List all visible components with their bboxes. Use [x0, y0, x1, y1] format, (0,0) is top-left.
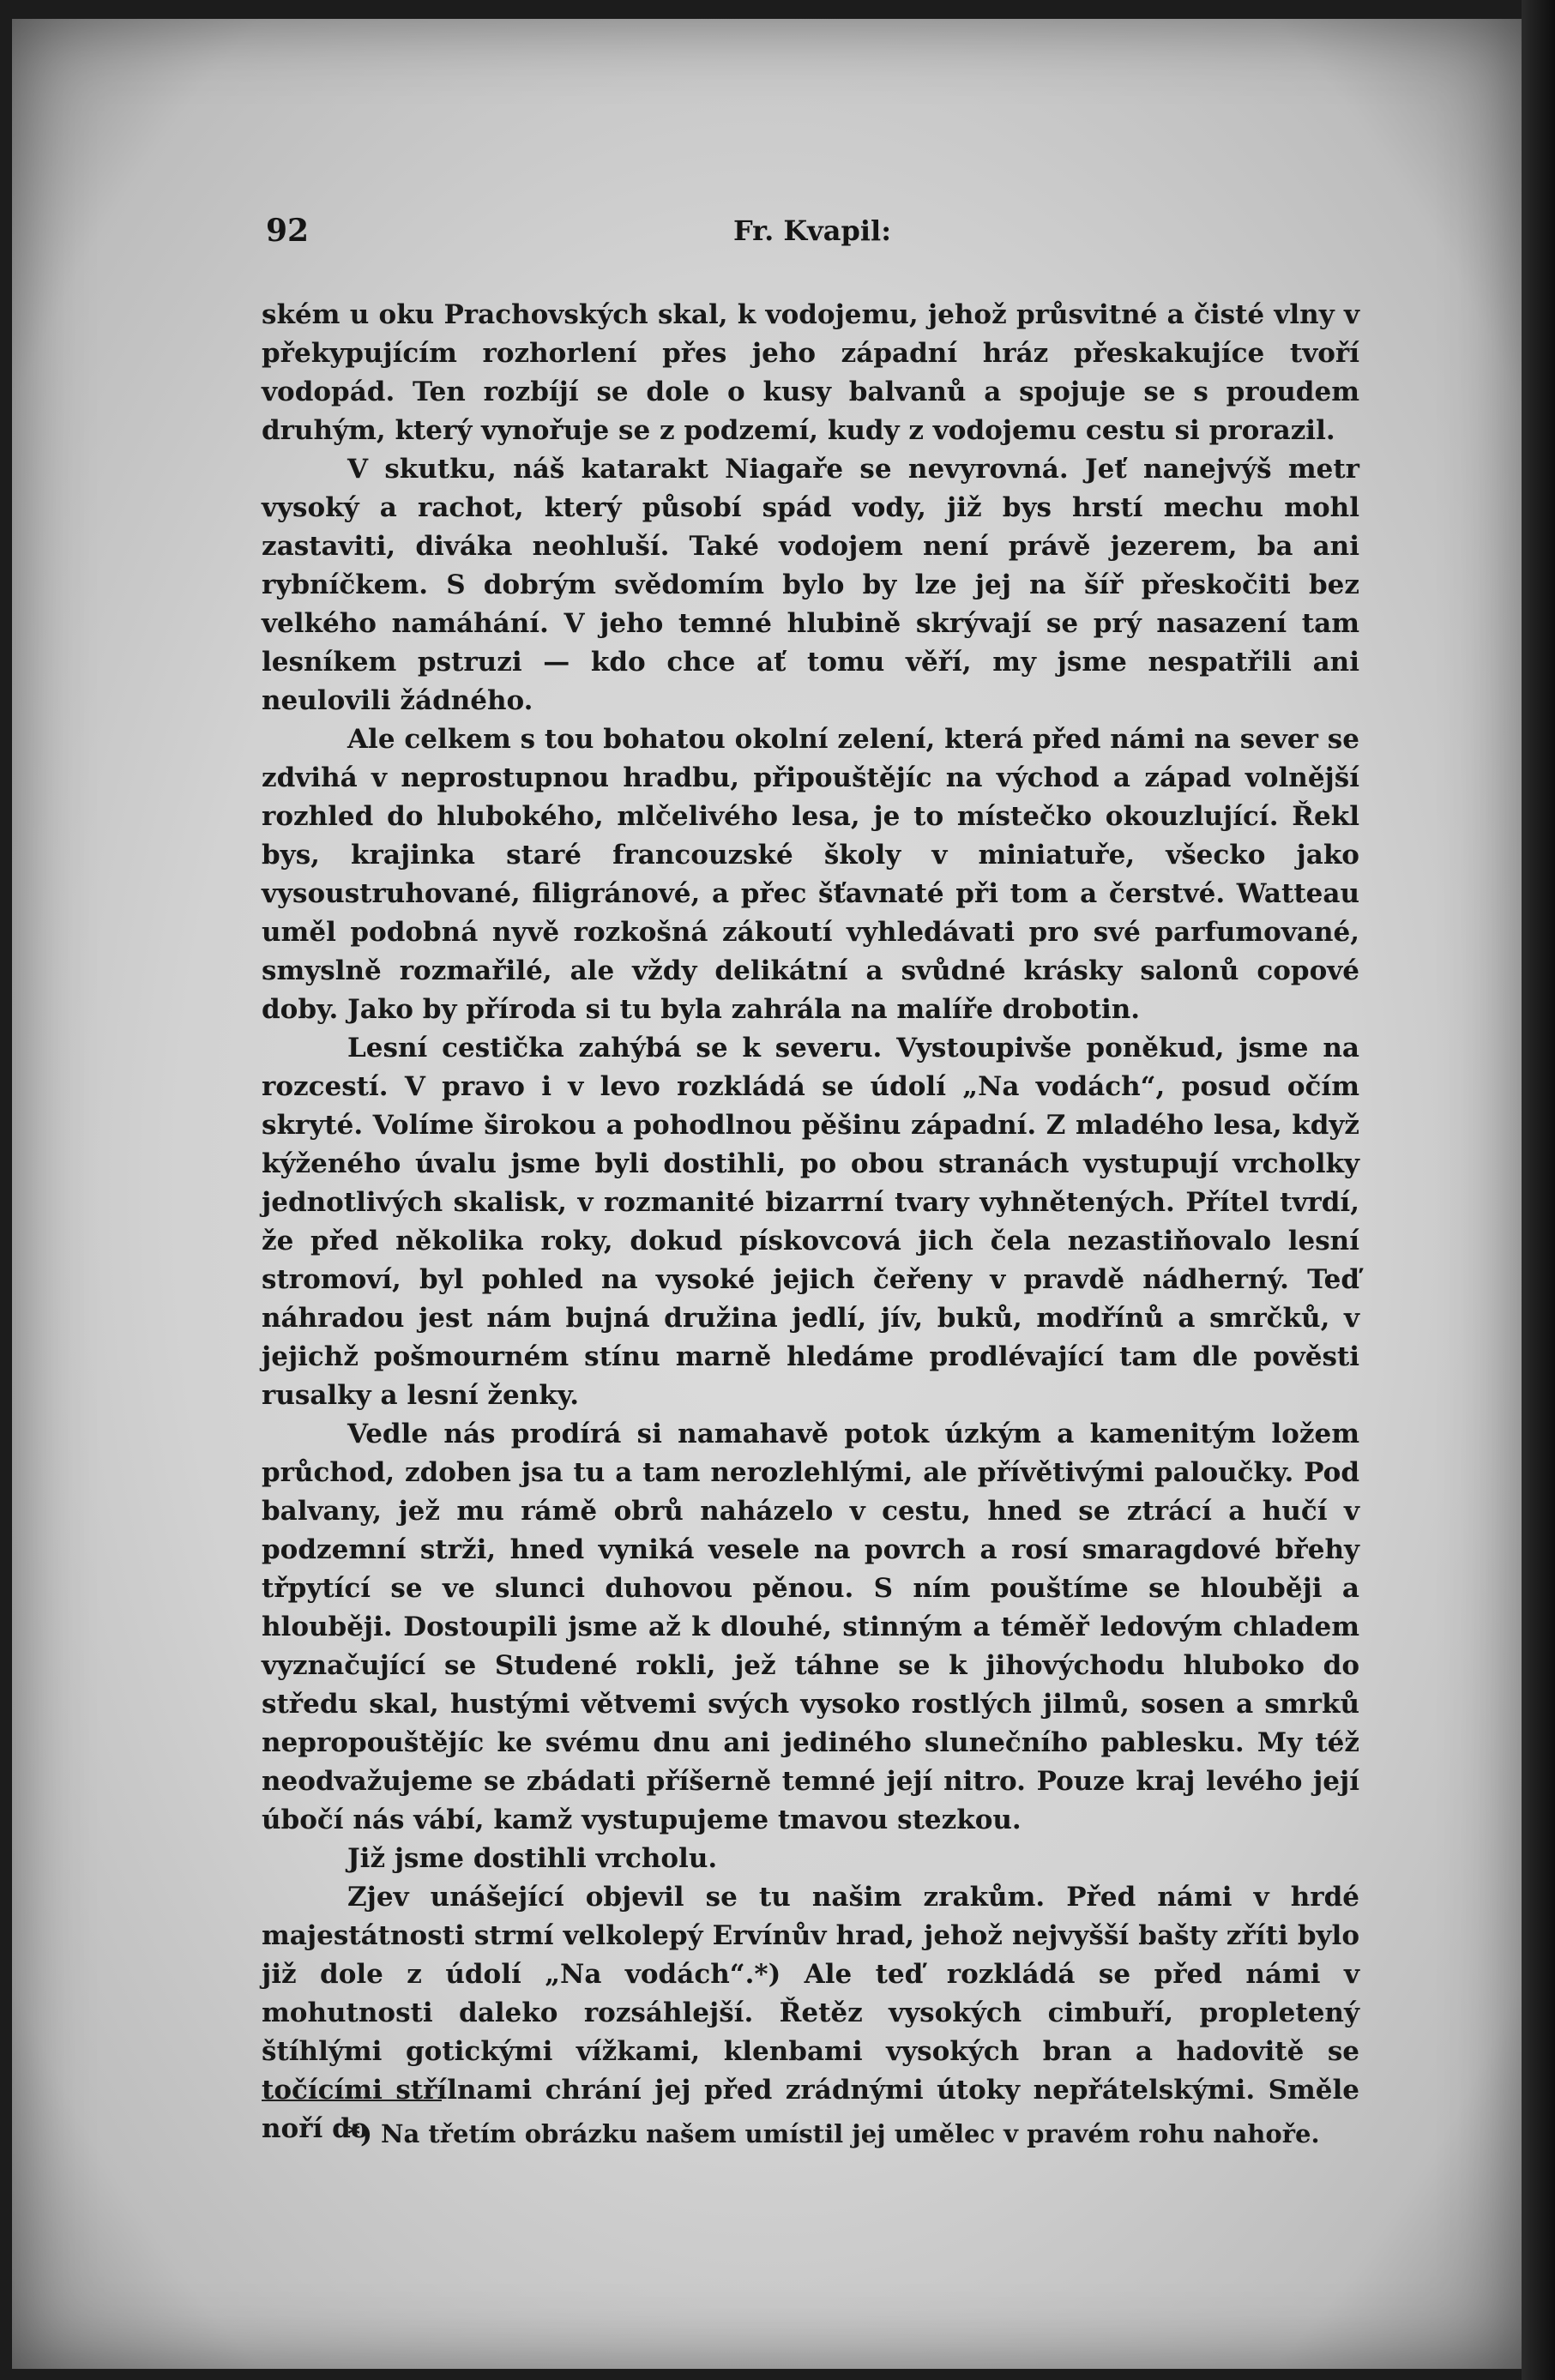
paragraph: V skutku, náš katarakt Niagaře se nevyrovná. Jeť nanejvýš metr vysoký a rachot, který působí spád vody, již bys hrstí mechu mohl zastaviti, diváka neohluší. Také vodojem není právě jezerem, ba ani rybníčkem. S dobrým svědomím bylo by lze jej na šíř přeskočiti bez velkého namáhání. V jeho temné hlubině skrývají se prý nasazení tam lesníkem pstruzi — kdo chce ať tomu věří, my jsme nespatřili ani neulovili žádného. — [262, 454, 1359, 716]
page-header — [266, 213, 1355, 256]
paragraph: Lesní cestička zahýbá se k severu. Vystoupivše poněkud, jsme na rozcestí. V pravo i v levo rozkládá se údolí „Na vodách“, posud očím skryté. Volíme širokou a pohodlnou pěšinu západní. Z mladého lesa, když kýženého úvalu jsme byli dostihli, po obou stranách vystupují vrcholky jednotlivých skalisk, v rozmanité bizarrní tvary vyhnětených. Přítel tvrdí, že před několika roky, dokud pískovcová jich čela nezastiňovalo lesní stromoví, byl pohled na vysoké jejich čeřeny v pravdě nádherný. Teď náhradou jest nám bujná družina jedlí, jív, buků, modřínů a smrčků, v jejichž pošmourném stínu marně hledáme prodlévající tam dle pověsti rusalky a lesní ženky. — [262, 1033, 1359, 1411]
body-text — [262, 296, 1359, 2148]
scan-border — [1522, 0, 1555, 2380]
paragraph: ském u oku Prachovských skal, k vodojemu, jehož průsvitné a čisté vlny v překypujícím rozhorlení přes jeho západní hráz přeskakujíce tvoří vodopád. Ten rozbíjí se dole o kusy balvanů a spojuje se s proudem druhým, který vynořuje se z podzemí, kudy z vodojemu cestu si prorazil. — [262, 299, 1359, 446]
paragraph: Vedle nás prodírá si namahavě potok úzkým a kamenitým ložem průchod, zdoben jsa tu a tam nerozlehlými, ale přívětivými paloučky. Pod balvany, jež mu rámě obrů naházelo v cestu, hned se ztrácí a hučí v podzemní strži, hned vyniká vesele na povrch a rosí smaragdové břehy třpytící se ve slunci duhovou pěnou. S ním pouštíme se hlouběji a hlouběji. Dostoupili jsme až k dlouhé, stinným a téměř ledovým chladem vyznačující se Studené rokli, jež táhne se k jihovýchodu hluboko do středu skal, hustými větvemi svých vysoko rostlých jilmů, sosen a smrků nepropouštějíc ke svému dnu ani jediného slunečního pablesku. My též neodvažujeme se zbádati příšerně temné její nitro. Pouze kraj levého její úbočí nás vábí, kamž vystupujeme tmavou stezkou. — [262, 1419, 1359, 1835]
footnote-divider — [262, 2100, 442, 2101]
paragraph: Zjev unášející objevil se tu našim zrakům. Před námi v hrdé majestátnosti strmí velkolepý Ervínův hrad, jehož nejvyšší bašty zříti bylo již dole z údolí „Na vodách“.*) Ale teď rozkládá se před námi v mohutnosti daleko rozsáhlejší. Řetěz vysokých cimbuří, propletený štíhlými gotickými vížkami, klenbami vysokých bran a hadovitě se točícími střílnami chrání jej před zrádnými útoky nepřátelskými. Směle noří do — [262, 1882, 1359, 2144]
footnote: *) Na třetím obrázku našem umístil jej umělec v pravém rohu nahoře. — [347, 2119, 1320, 2148]
page-number: 92 — [266, 213, 310, 249]
paragraph: Ale celkem s tou bohatou okolní zelení, která před námi na sever se zdvihá v neprostupnou hradbu, připouštějíc na východ a západ volnější rozhled do hlubokého, mlčelivého lesa, je to místečko okouzlující. Řekl bys, krajinka staré francouzské školy v miniatuře, všecko jako vysoustruhované, filigránové, a přec šťavnaté při tom a čerstvé. Watteau uměl podobná nyvě rozkošná zákoutí vyhledávati pro své parfumované, smyslně rozmařilé, ale vždy delikátní a svůdné krásky salonů copové doby. Jako by příroda si tu byla zahrála na malíře drobotin. — [262, 724, 1359, 1025]
running-head: Fr. Kvapil: — [733, 214, 891, 247]
paragraph: Již jsme dostihli vrcholu. — [347, 1843, 718, 1874]
